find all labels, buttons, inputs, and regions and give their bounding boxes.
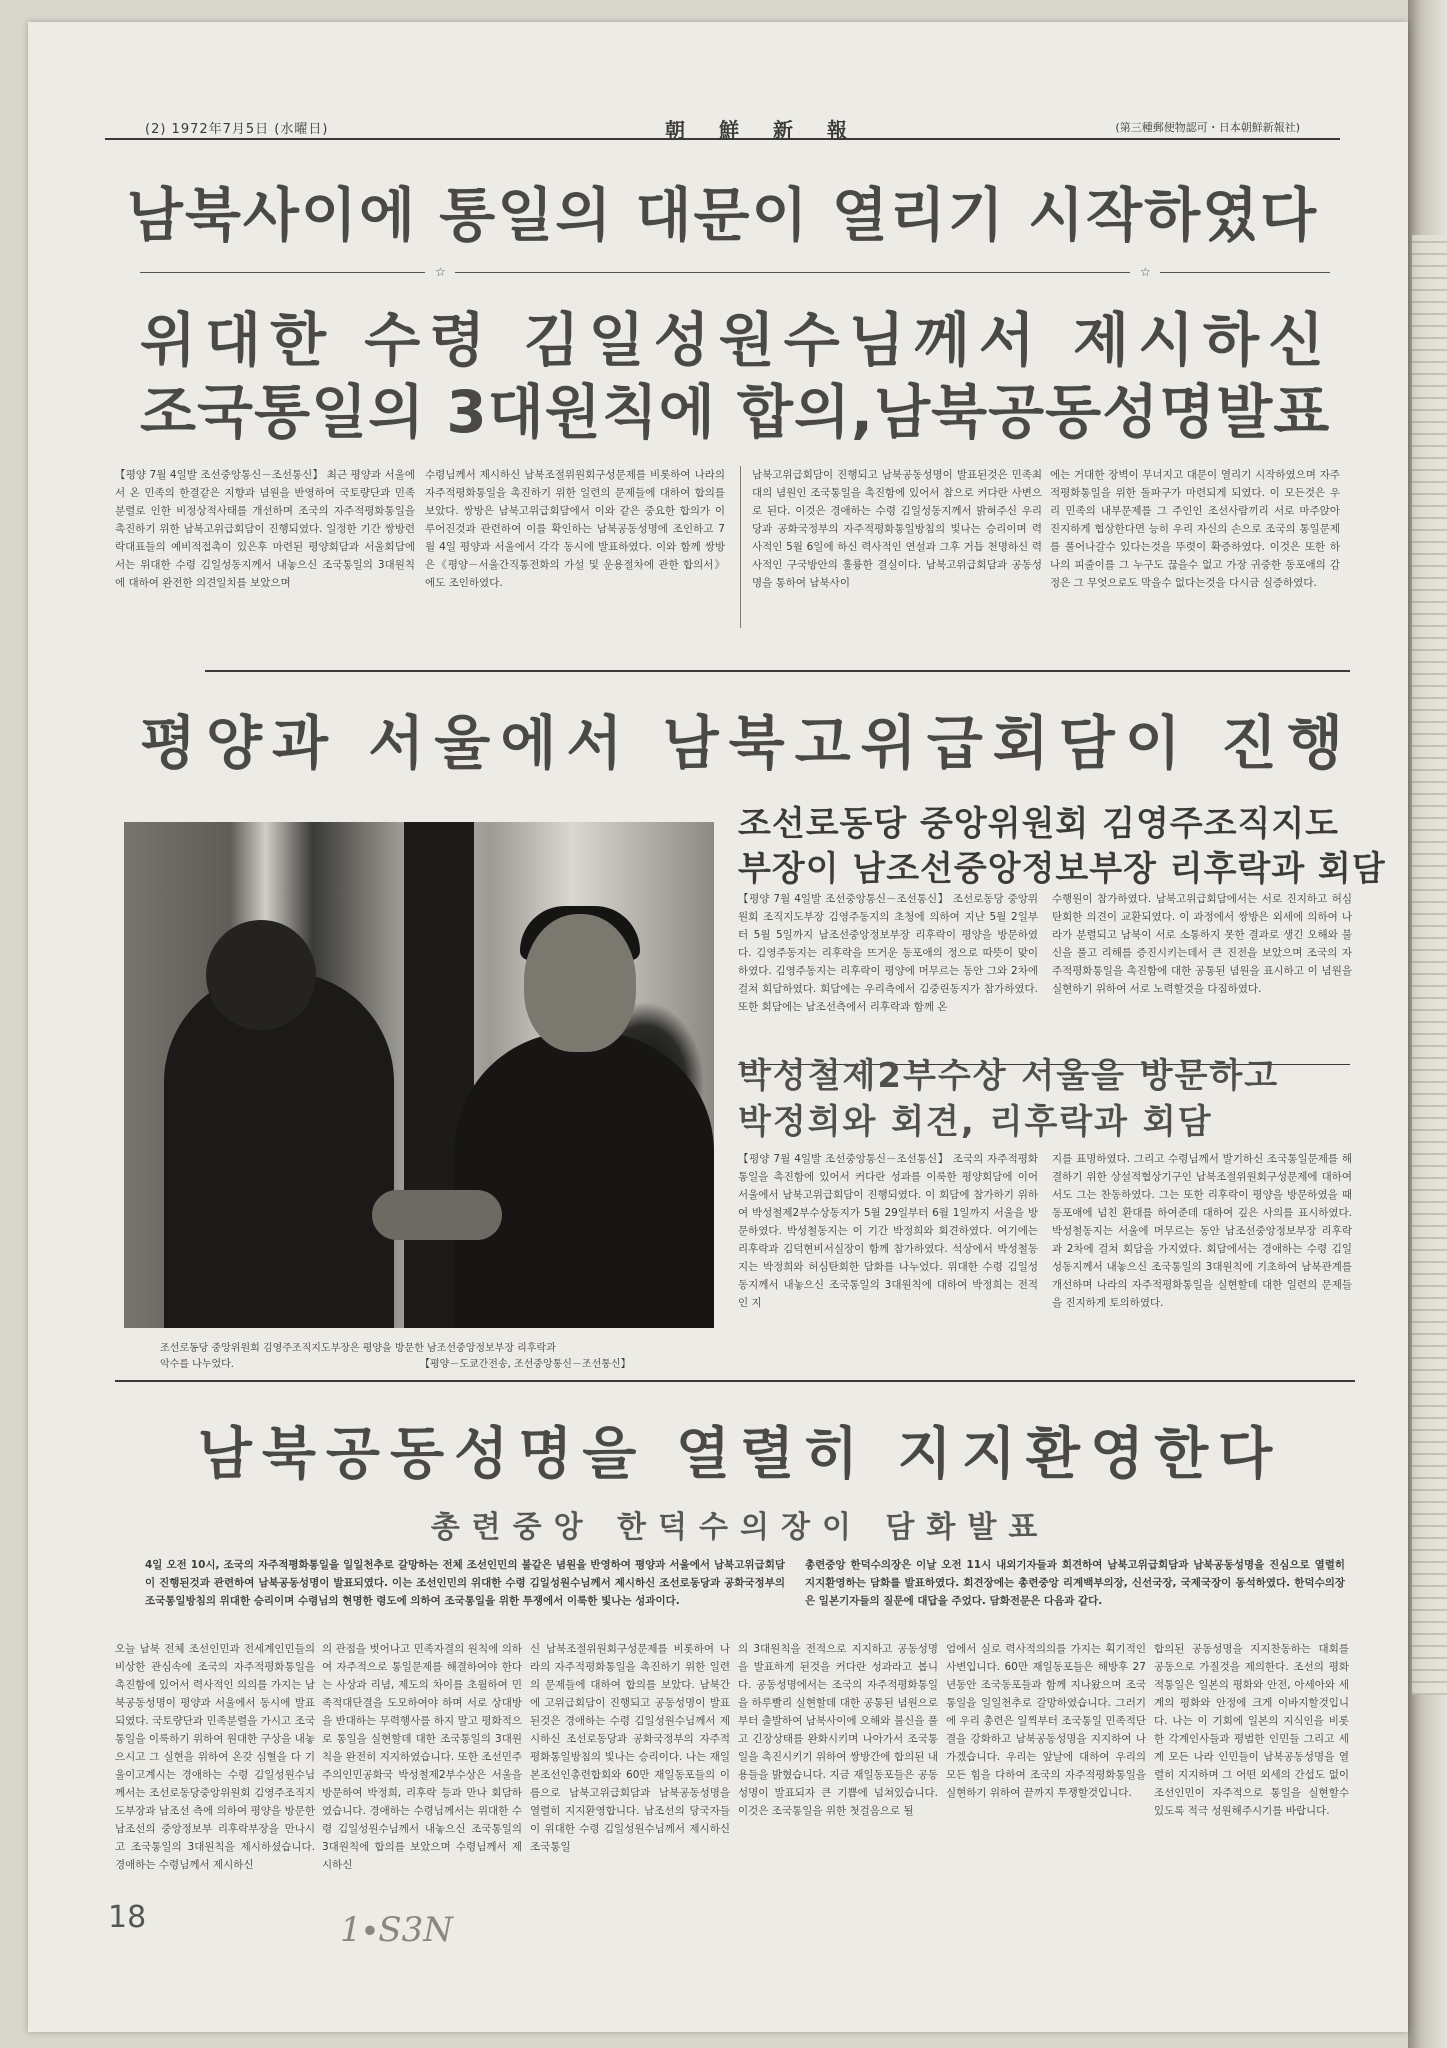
bottom-column-4: 의 3대원칙을 전적으로 지지하고 공동성명을 발표하게 된것을 커다란 성과라고 봅니다. 공동성명에서는 조국의 자주적평화통일을 하루빨리 실현할데 대한 공통된 념원으로부터 출발하여 남북사이에 오해와 불신을 풀고 긴장상태를 완화시키며 나아가서 조국통일을 촉진시키기 위하여 쌍방간에 합의된 내용들을 밝혔습니다. 지금 재일동포들은 공동성명이 발표되자 큰 기쁨에 넘쳐있습니다. 이것은 조국통일을 위한 첫걸음으로 될 <box>738 1643 938 1817</box>
bottom-column-2: 의 관점을 벗어나고 민족자결의 원칙에 의하여 자주적으로 통일문제를 해결하여야 한다는 사상과 리념, 제도의 차이를 초월하여 민족적대단결을 도모하여야 하며 서로 상대방을 반대하는 무력행사를 하지 말고 평화적으로 통일을 실현할데 대한 조국통일의 3대원칙을 완전히 지지하였습니다. 또한 조선민주주의인민공화국 박성철제2부수상은 서울을 방문하여 박정희, 리후락 등과 만나 회담하였습니다. 경애하는 수령님께서는 위대한 수령 김일성원수님께서 내놓으신 조국통일의 3대원칙에 합의를 보았으며 수령님께서 제시하신 <box>322 1643 522 1871</box>
article1-title <box>738 802 1386 892</box>
masthead-paper-name: 朝鮮新報 <box>665 118 881 142</box>
top-article-column-2: 수령님께서 제시하신 남북조절위원회구성문제를 비롯하여 나라의 자주적평화통일을 촉진하기 위한 일련의 문제들에 대하여 합의를 보았다. 쌍방은 남북고위급회담에서 이와 같은 중요한 합의가 이루어진것과 관련하여 이를 확인하는 남북공동성명에 조인하고 7월 4일 평양과 서울에서 각각 동시에 발표하였다. 이와 함께 쌍방은《평양－서울간직통전화의 가설 및 운용절차에 관한 합의서》에도 조인하였다. <box>425 469 725 589</box>
bottom-column-5: 엄에서 실로 력사적의의를 가지는 획기적인 사변입니다. 60만 재일동포들은 해방후 27년동안 조국동포들과 함께 지나왔으며 조국통일을 일일천추로 갈망하였습니다. 그러기에 우리 총련은 일찍부터 조국통일 민족적단결을 강화하고 남북공동성명을 지지하여 나가겠습니다. 우리는 앞날에 대하여 우리의 모든 힘을 다하여 조국의 자주적평화통일을 실현하기 위하여 끝까지 투쟁할것입니다. <box>946 1643 1146 1799</box>
section-rule <box>205 670 1350 672</box>
column-divider <box>740 466 741 628</box>
handwritten-mark: 1∙S3N <box>340 1910 453 1950</box>
masthead-rule <box>105 138 1340 140</box>
photo-caption-line2: 악수를 나누었다. <box>160 1359 234 1370</box>
bottom-column-1: 오늘 남북 전체 조선인민과 전세계인민들의 비상한 관심속에 조국의 자주적평화통일을 촉진함에 있어서 력사적인 의의를 가지는 남북공동성명이 평양과 서울에서 동시에 발표되였다. 국토량단과 민족분렬을 가시고 조국통일을 이룩하기 위하여 원대한 구상을 내놓으시고 그 실현을 위하여 온갖 심혈을 다 기울이고계시는 경애하는 수령 김일성원수님께서는 조선로동당중앙위원회 김영주조직지도부장과 남조선 측에 의하여 평양을 방문한 남조선의 중앙정보부 리후락부장을 만나시고 조국통일의 3대원칙을 제시하셨습니다. 경애하는 수령님께서 제시하신 <box>115 1643 315 1871</box>
headline-mid: 평양과 서울에서 남북고위급회담이 진행 <box>140 709 1354 777</box>
article2-title-line2: 박정희와 회견, 리후락과 회담 <box>738 1102 1213 1142</box>
article2-column-1: 【평양 7월 4일발 조선중앙통신－조선통신】 조국의 자주적평화통일을 촉진함에 있어서 커다란 성과를 이룩한 평양회담에 이어 서울에서 남북고위급회담이 진행되였다. 이 회담에 참가하기 위하여 박성철제2부수상동지가 5월 29일부터 6월 1일까지 서울을 방문하였다. 박성철동지는 이 기간 박정희와 회견하였다. 여기에는 리후락과 김덕현비서실장이 함께 참가하였다. 석상에서 박성철동지는 박정희와 허심탄회한 담화를 나누었다. 위대한 수령 김일성동지께서 내놓으신 조국통일의 3대원칙에 대하여 박정희는 전적인 지 <box>738 1153 1038 1309</box>
photo-caption-line1: 조선로동당 중앙위원회 김영주조직지도부장은 평양을 방문한 남조선중앙정보부장 리후락과 <box>160 1343 556 1354</box>
page-number: 18 <box>108 1900 147 1935</box>
section-rule <box>115 1380 1355 1382</box>
article1-column-1: 【평양 7월 4일발 조선중앙통신－조선통신】 조선로동당 중앙위원회 조직지도부장 김영주동지의 초청에 의하여 지난 5월 2일부터 5월 5일까지 남조선중앙정보부장 리후락이 평양을 방문하였다. 김영주동지는 리후락을 뜨거운 동포애의 정으로 따뜻이 맞이하였다. 김영주동지는 리후락이 평양에 머무르는 동안 그와 2차에 걸쳐 회담하였다. 회담에는 우리측에서 김중린동지가 참가하였다. 또한 회담에는 남조선측에서 리후락과 함께 온 <box>738 893 1038 1013</box>
masthead-note: (第三種郵便物認可・日本朝鮮新報社) <box>1115 121 1300 134</box>
photo-caption-credit: 【평양－도쿄간전송, 조선중앙통신－조선통신】 <box>420 1359 631 1370</box>
article2-title-line1: 박성철제2부수상 서울을 방문하고 <box>738 1056 1280 1096</box>
article2-title <box>738 1053 1358 1145</box>
adjacent-page-edge <box>1412 235 1447 1695</box>
masthead <box>105 116 1340 142</box>
bottom-intro-left: 4일 오전 10시, 조국의 자주적평화통일을 일일천추로 갈망하는 전체 조선인민의 불같은 념원을 반영하여 평양과 서울에서 남북고위급회담이 진행된것과 관련하여 남북공동성명이 발표되였다. 이는 조선인민의 위대한 수령 김일성원수님께서 제시하신 조선로동당과 공화국정부의 조국통일방침의 위대한 승리이며 수령님의 현명한 령도에 의하여 조국통일을 위한 투쟁에서 이룩한 빛나는 성과이다. <box>145 1559 785 1607</box>
headline-main: 남북사이에 통일의 대문이 열리기 시작하였다 <box>126 181 1319 249</box>
top-article-column-3: 남북고위급회담이 진행되고 남북공동성명이 발표된것은 민족최대의 념원인 조국통일을 촉진함에 있어서 참으로 커다란 사변으로 된다. 이것은 경애하는 수령 김일성동지께서 밝혀주신 우리 당과 공화국정부의 자주적평화통일방침의 빛나는 승리이며 력사적인 5월 6일에 하신 력사적인 연설과 그후 거듭 천명하신 력사적인 구국방안의 훌륭한 결실이다. 남북고위급회담과 공동성명을 통하여 남북사이 <box>752 469 1042 589</box>
bottom-column-6: 합의된 공동성명을 지지찬동하는 대회를 공동으로 가질것을 제의한다. 조선의 평화적통일은 일본의 평화와 안전, 아세아와 세계의 평화와 안정에 크게 이바지할것입니다. 나는 이 기회에 일본의 지식인을 비롯한 각계인사들과 평범한 인민들 그리고 세계 모든 나라 인민들이 남북공동성명을 열렬히 지지하며 그 어떤 외세의 간섭도 없이 조선인민이 자주적으로 통일을 실현할수 있도록 적극 성원해주시기를 바랍니다. <box>1154 1643 1349 1817</box>
bottom-column-3: 신 남북조절위원회구성문제를 비롯하여 나라의 자주적평화통일을 촉진하기 위한 일련의 문제들에 대하여 합의를 보았다. 남북간에 고위급회담이 진행되고 공동성명이 발표된것은 경애하는 수령 김일성원수님께서 제시하신 조선로동당과 공화국정부의 자주적평화통일방침의 빛나는 승리이다. 나는 재일본조선인총련합회와 60만 재일동포들의 이름으로 남북고위급회담과 남북공동성명을 열렬히 지지환영합니다. 남조선의 당국자들이 위대한 수령 김일성원수님께서 제시하신 조국통일 <box>530 1643 730 1853</box>
headline-bottom: 남북공동성명을 열렬히 지지환영한다 <box>197 1422 1283 1487</box>
headline-sub-line2: 조국통일의 3대원칙에 합의,남북공동성명발표 <box>140 378 1331 446</box>
masthead-date: (2) 1972年7月5日 (水曜日) <box>145 122 329 137</box>
bottom-intro-right: 총련중앙 한덕수의장은 이날 오전 11시 내외기자들과 회견하여 남북고위급회담과 남북공동성명을 진심으로 열렬히 지지환영하는 담화를 발표하였다. 회견장에는 총련중앙 리계백부의장, 신선국장, 국제국장이 동석하였다. 한덕수의장은 일본기자들의 질문에 대답을 주었다. 담화전문은 다음과 같다. <box>805 1559 1345 1607</box>
news-photo-handshake <box>124 822 714 1328</box>
article1-title-line2: 부장이 남조선중앙정보부장 리후락과 회담 <box>738 849 1386 889</box>
star-icon: ☆ <box>435 265 446 279</box>
star-divider <box>140 266 1330 278</box>
article1-column-2: 수행원이 참가하였다. 남북고위급회담에서는 서로 진지하고 허심탄회한 의견이 교환되였다. 이 과정에서 쌍방은 외세에 의하여 나라가 분렬되고 남북이 서로 소통하지 못한 결과로 생긴 오해와 불신을 풀고 리해를 증진시키는데서 큰 진전을 보았으며 조국의 자주적평화통일을 촉진함에 대한 공통된 념원을 표시하고 이 념원을 실현하기 위하여 서로 노력할것을 다짐하였다. <box>1052 893 1352 995</box>
article1-title-line1: 조선로동당 중앙위원회 김영주조직지도 <box>738 804 1340 844</box>
headline-sub-line1: 위대한 수령 김일성원수님께서 제시하신 <box>140 306 1334 374</box>
headline-bottom-sub: 총련중앙 한덕수의장이 담화발표 <box>430 1510 1050 1545</box>
top-article-column-1: 【평양 7월 4일발 조선중앙통신－조선통신】 최근 평양과 서울에서 온 민족의 한결같은 지향과 념원을 반영하여 국토량단과 민족분렬로 인한 비정상적사태를 개선하며 조국의 자주적평화통일을 촉진하기 위한 남북고위급회담이 진행되였다. 일정한 기간 쌍방련락대표들의 예비적접촉이 있은후 마련된 평양회담과 서울회담에서는 위대한 수령 김일성동지께서 내놓으신 조국통일의 3대원칙에 대하여 완전한 의견일치를 보았으며 <box>115 469 415 589</box>
star-icon: ☆ <box>1140 265 1151 279</box>
top-article-column-4: 에는 거대한 장벽이 무너지고 대문이 열리기 시작하였으며 자주적평화통일을 위한 돌파구가 마련되게 되였다. 이 모든것은 우리 민족의 내부문제를 그 주인인 조선사람끼리 서로 마주앉아 진지하게 협상한다면 능히 우리 자신의 손으로 조국의 통일문제를 풀어나갈수 있다는것을 뚜렷이 확증하였다. 이것은 또한 하나의 피줄이를 그 누구도 끊을수 없고 가장 귀중한 동포애의 감정은 그 무엇으로도 막을수 없다는것을 다시금 실증하였다. <box>1050 469 1340 589</box>
article2-column-2: 지를 표명하였다. 그리고 수령님께서 발기하신 조국통일문제를 해결하기 위한 상설적협상기구인 남북조절위원회구성문제에 대하여서도 그는 찬동하였다. 그는 또한 리후락이 평양을 방문하였을 때 동포애에 넘친 환대를 하여준데 대하여 깊은 사의를 표시하였다. 박성철동지는 서울에 머무르는 동안 남조선중앙정보부장 리후락과 2차에 걸쳐 회담을 가지였다. 회담에서는 경애하는 수령 김일성동지께서 내놓으신 조국통일의 3대원칙에 기초하여 남북관계를 개선하며 나라의 자주적평화통일을 실현할데 대한 일련의 문제들을 진지하게 토의하였다. <box>1052 1153 1352 1309</box>
